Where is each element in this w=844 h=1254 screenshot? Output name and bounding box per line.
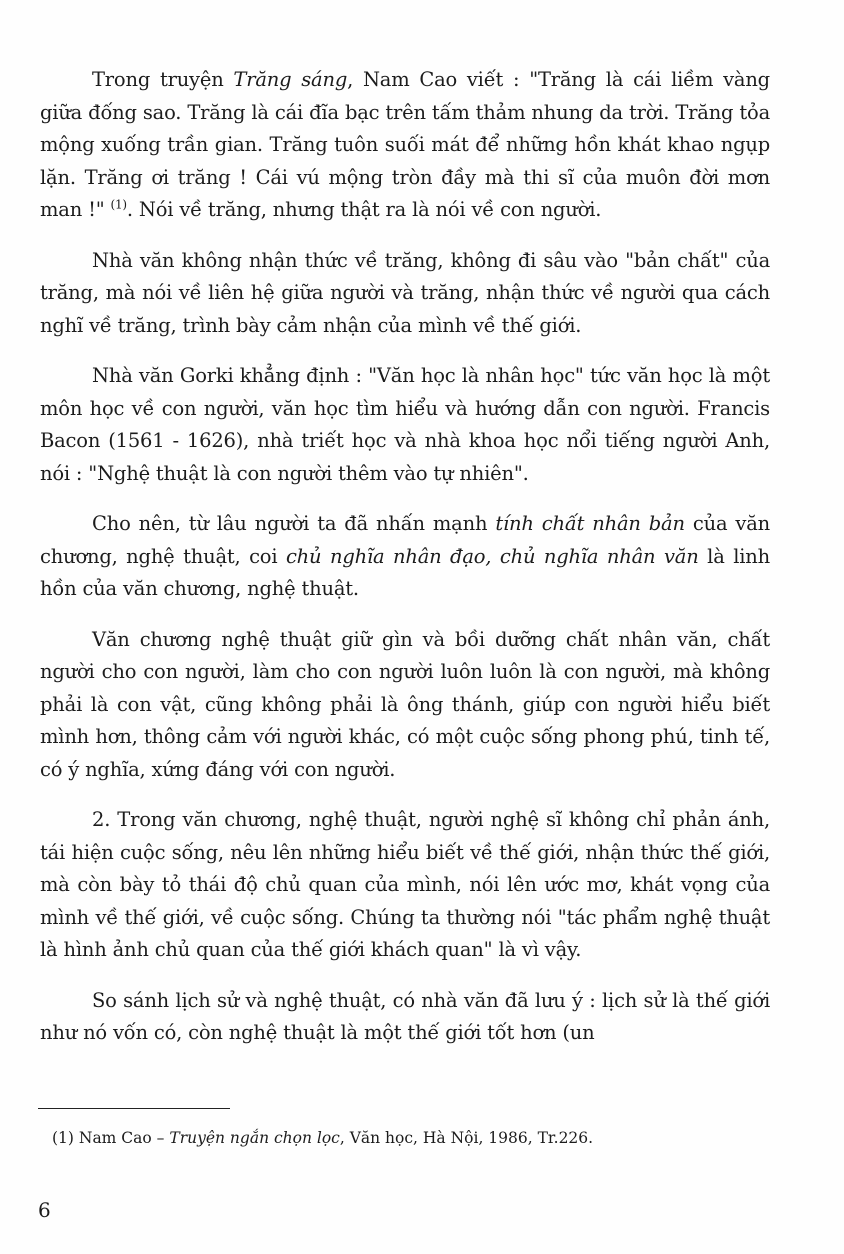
paragraph-3: Nhà văn Gorki khẳng định : "Văn học là nhân học" tức văn học là một môn học về con người, văn học tìm hiểu và hướng dẫn con người. Francis Bacon (1561 - 1626), nhà triết học và nhà khoa học nổi tiếng người Anh, nói : "Nghệ thuật là con người thêm vào tự nhiên". xyxy=(40,364,770,485)
emphasis-nhan-ban: tính chất nhân bản xyxy=(495,512,685,535)
footnote-divider xyxy=(38,1108,230,1109)
paragraph-2: Nhà văn không nhận thức về trăng, không đi sâu vào "bản chất" của trăng, mà nói về liên hệ giữa người và trăng, nhận thức về người qua cách nghĩ về trăng, trình bày cảm nhận của mình về thế giới. xyxy=(40,248,770,337)
footnote-reference: (1) xyxy=(110,197,127,212)
footnote-title: Truyện ngắn chọn lọc xyxy=(169,1129,340,1147)
paragraph-4 xyxy=(40,508,770,606)
footnote xyxy=(52,1126,772,1150)
paragraph-1 xyxy=(40,64,770,227)
paragraph-7: So sánh lịch sử và nghệ thuật, có nhà văn đã lưu ý : lịch sử là thế giới như nó vốn có, còn nghệ thuật là một thế giới tốt hơn (un xyxy=(40,988,770,1044)
paragraph-5: Văn chương nghệ thuật giữ gìn và bồi dưỡng chất nhân văn, chất người cho con người, làm cho con người luôn luôn là con người, mà không phải là con vật, cũng không phải là ông thánh, giúp con người hiểu biết mình hơn, thông cảm với người khác, có một cuộc sống phong phú, tinh tế, có ý nghĩa, xứng đáng với con người. xyxy=(40,627,770,781)
footnote-rest: , Văn học, Hà Nội, 1986, Tr.226. xyxy=(339,1129,594,1147)
paragraph-4-mid: của văn chương, nghệ thuật, coi xyxy=(40,512,771,568)
paragraph-1-quote: , Nam Cao viết : "Trăng là cái liềm vàng giữa đống sao. Trăng là cái đĩa bạc trên tấm thảm nhung da trời. Trăng tỏa mộng xuống trần gian. Trăng tuôn suối mát để những hồn khát khao ngụp lặn. Trăng ơi trăng ! Cái vú mộng tròn đầy mà thi sĩ của muôn đời mơn man !" xyxy=(40,68,770,221)
page-number: 6 xyxy=(38,1198,51,1222)
paragraph-4-text: Cho nên, từ lâu người ta đã nhấn mạnh xyxy=(92,512,496,535)
paragraph-1-text: Trong truyện xyxy=(92,68,234,91)
work-title-trang-sang: Trăng sáng xyxy=(233,68,348,91)
paragraph-6: 2. Trong văn chương, nghệ thuật, người nghệ sĩ không chỉ phản ánh, tái hiện cuộc sống, nêu lên những hiểu biết về thế giới, nhận thức thế giới, mà còn bày tỏ thái độ chủ quan của mình, nói lên ước mơ, khát vọng của mình về thế giới, về cuộc sống. Chúng ta thường nói "tác phẩm nghệ thuật là hình ảnh chủ quan của thế giới khách quan" là vì vậy. xyxy=(40,808,770,961)
paragraph-4-end: là linh hồn của văn chương, nghệ thuật. xyxy=(40,544,770,600)
paragraph-1-end: . Nói về trăng, nhưng thật ra là nói về con người. xyxy=(126,198,602,221)
footnote-marker: (1) Nam Cao – xyxy=(52,1129,170,1147)
body-text xyxy=(40,64,770,1068)
emphasis-chu-nghia: chủ nghĩa nhân đạo, chủ nghĩa nhân văn xyxy=(285,544,699,568)
